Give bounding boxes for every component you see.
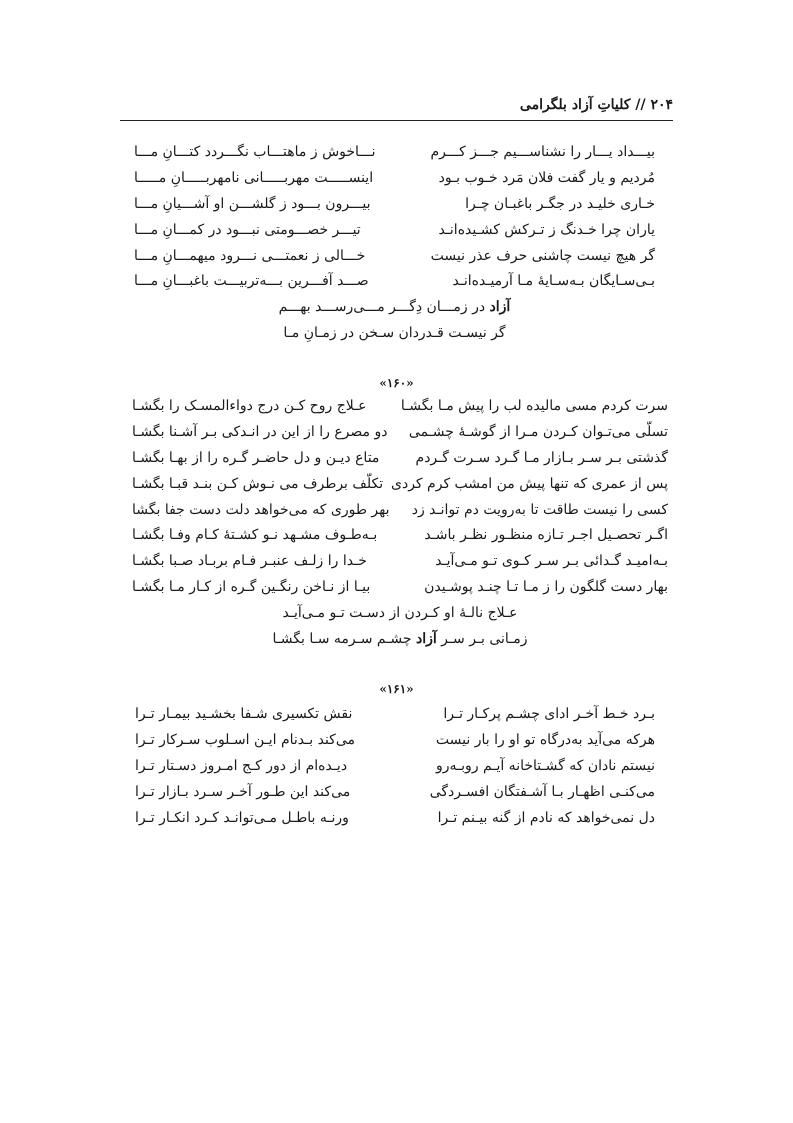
first-hemistich: مُردیم و یار گفت فلان مَرد خـوب بـود <box>438 169 655 186</box>
couplet <box>134 144 655 170</box>
first-hemistich: سرت کردم مسی مالیده لب را پیش مـا بگشـا <box>400 398 668 414</box>
second-hemistich: بیـــرون بـــود ز گلشـــن او آشـــیانِ مـــا <box>134 195 371 212</box>
poet-name: آزاد <box>489 299 511 316</box>
first-hemistich: خـاری خلیـد در جگـر باغبـان چـرا <box>465 195 655 212</box>
header-separator: // <box>635 97 646 113</box>
second-hemistich: بهر طوری که می‌خواهد دلت دست جفا بگشا <box>132 501 390 518</box>
first-hemistich: بـه‌امیـد گـدائی بـر سـر کـوی تـو مـی‌آیـد <box>435 553 668 570</box>
closing-line-text: در زمـــان دِگـــر مـــی‌رســـد بهـــم <box>278 299 490 316</box>
couplet <box>132 450 668 476</box>
first-hemistich: تسلّی می‌تـوان کـردن مـرا از گوشـهٔ چشـمی <box>408 423 668 440</box>
couplet <box>132 527 668 553</box>
couplet <box>135 732 655 758</box>
first-hemistich: می‌کنـی اظهـار بـا آشـفتگان افسـردگی <box>429 783 655 800</box>
ghazal-161 <box>135 706 655 835</box>
second-hemistich: می‌کند بـدنام ایـن اسـلوب سـرکار تـرا <box>135 731 356 748</box>
couplet <box>135 810 655 836</box>
second-hemistich: ورنـه باطـل مـی‌توانـد کـرد انکـار تـرا <box>135 809 349 826</box>
poet-name: آزاد <box>415 631 437 648</box>
first-hemistich: گر هیچ نیست چاشنی حرف عذر نیست <box>430 247 655 264</box>
closing-line: عـلاج نالـهٔ او کـردن از دسـت تـو مـی‌آیـد <box>282 605 518 622</box>
couplet <box>134 273 655 299</box>
second-hemistich: خـــالی ز نعمتـــی نـــرود میهمـــانِ مـــا <box>134 247 366 264</box>
second-hemistich: دیـده‌ام از دور کـج امـروز دسـتار تـرا <box>135 757 348 774</box>
first-hemistich: اگـر تحصـیل اجـر تـازه منظـور نظـر باشـد <box>424 527 668 544</box>
second-hemistich: بیـا از نـاخن رنگـین گـره از کـار مـا بگشـا <box>132 579 371 596</box>
second-hemistich: تیـــر خصـــومتی نبـــود در کمـــانِ مـــا <box>134 221 361 238</box>
second-hemistich: خـدا را زلـف عنبـر فـام بربـاد صـبا بگشـا <box>132 553 367 570</box>
couplet <box>134 222 655 248</box>
closing-line: گر نیسـت قـدردان سـخن در زمـانِ مـا <box>283 325 506 342</box>
closing-line-text: زمـانی بـر سـر <box>436 631 528 648</box>
page-number: ۲۰۴ <box>650 97 673 113</box>
ghazal-number: «۱۶۰» <box>379 376 414 390</box>
second-hemistich: نـــاخوش ز ماهتـــاب نگـــردد کتـــانِ مـــا <box>134 144 376 160</box>
couplet <box>134 248 655 274</box>
couplet <box>132 502 668 528</box>
second-hemistich: می‌کند این طـور آخـر سـرد بـازار تـرا <box>135 783 351 800</box>
first-hemistich: کسی را نیست طاقت تا به‌رویت دم توانـد زد <box>411 501 668 518</box>
second-hemistich: دو مصرع را از این در انـدکی بـر آشـنا بگشـا <box>132 423 388 440</box>
couplet <box>135 706 655 732</box>
closing-line <box>134 299 655 325</box>
book-title: کلیاتِ آزاد بلگرامی <box>519 97 631 113</box>
closing-line-text: چشـم سـرمه سـا بگشـا <box>272 631 416 648</box>
couplet <box>135 784 655 810</box>
closing-line <box>132 631 668 657</box>
ghazal-160 <box>132 398 668 657</box>
first-hemistich: نیستم نادان که گشـتاخانه آیـم روبـه‌رو <box>436 757 655 774</box>
first-hemistich: بیـــداد یـــار را نشناســـیم جـــز کـــرم <box>430 144 655 160</box>
second-hemistich: متاع دیـن و دل حاضـر گـره را از بهـا بگشـا <box>132 449 380 466</box>
second-hemistich: اینســـــت مهربـــــانی نامهربـــــانِ مـــــا <box>134 169 374 186</box>
couplet <box>134 170 655 196</box>
header-rule <box>120 120 673 121</box>
first-hemistich: گذشتی بـر سـر بـازار مـا گـرد سـرت گـردم <box>415 449 668 466</box>
couplet <box>132 476 668 502</box>
couplet <box>135 758 655 784</box>
second-hemistich: بـه‌طـوف مشـهد نـو کشـتهٔ کـام وفـا بگشـا <box>132 527 378 544</box>
couplet <box>132 579 668 605</box>
first-hemistich: یاران چرا خـدنگ ز تـرکش کشـیده‌انـد <box>438 221 655 238</box>
first-hemistich: دل نمی‌خواهد که نادم از گنه بیـنم تـرا <box>437 809 655 826</box>
first-hemistich: بـی‌سـایگان بـه‌سـایهٔ مـا آرمیـده‌انـد <box>452 273 655 290</box>
poem-continuation <box>134 144 655 351</box>
second-hemistich: صـــد آفـــرین بـــه‌تربیـــت باغبـــانِ مـــا <box>134 273 369 290</box>
couplet <box>132 553 668 579</box>
ghazal-number: «۱۶۱» <box>379 682 414 696</box>
first-hemistich: بـرد خـط آخـر ادای چشـم پرکـار تـرا <box>443 706 655 722</box>
running-header <box>120 97 673 113</box>
second-hemistich: عـلاج روح کـن درج دواءالمسـک را بگشـا <box>132 398 367 414</box>
second-hemistich: نقش تکسیری شـفا بخشـید بیمـار تـرا <box>135 706 353 722</box>
couplet <box>132 424 668 450</box>
couplet <box>134 196 655 222</box>
first-hemistich: پس از عمری که تنها پیش من امشب کرم کردی <box>391 475 668 492</box>
first-hemistich: بهار دست گلگون را ز مـا تـا چنـد پوشـیدن <box>424 579 668 596</box>
couplet <box>132 398 668 424</box>
second-hemistich: تکلّف برطرف می نـوش کـن بنـد قبـا بگشـا <box>132 475 384 492</box>
first-hemistich: هرکه می‌آید به‌درگاه تو او را بار نیست <box>435 731 655 748</box>
